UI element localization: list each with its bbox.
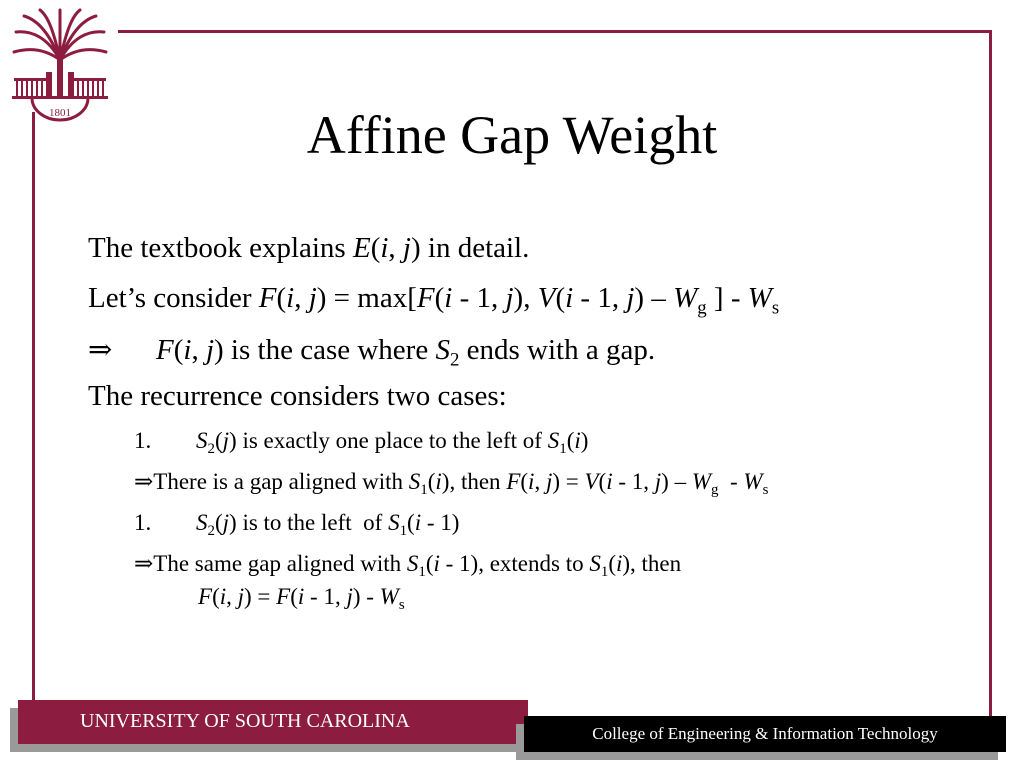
body-line-1: The textbook explains E(i, j) in detail.: [88, 232, 530, 264]
body-line-6: ⇒There is a gap aligned with $S_1(i)$, then F(i, j) = V(i - 1, $j) - W_g - W_s$: [134, 469, 769, 499]
body-line-9: F(i, j) = F(i - 1, $j) - W_s$: [198, 584, 405, 614]
frame-left-border: [32, 112, 35, 702]
body-line-8: ⇒The same gap aligned with $S_1(i - 1)$, extends to $S_1(i)$, then: [134, 551, 682, 581]
slide-title: Affine Gap Weight: [306, 105, 718, 165]
footer-college-banner: College of Engineering & Information Technology: [524, 716, 1006, 752]
logo-year: 1801: [49, 107, 71, 119]
footer-university-banner: UNIVERSITY OF SOUTH CAROLINA: [18, 700, 528, 744]
implies-arrow-icon: ⇒: [88, 334, 113, 366]
frame-top-border: [118, 30, 992, 33]
body-line-3: ⇒ F(i, j) is the case where $S_2$ ends with a gap.: [88, 334, 656, 371]
implies-arrow-icon: ⇒: [134, 469, 154, 494]
body-line-4: The recurrence considers two cases:: [88, 380, 507, 412]
body-line-5: 1. $S_2(j)$ is exactly one place to the left of $S_1(i)$: [134, 428, 589, 458]
body-line-2: Let’s consider F(i, j) = max[F(i - 1, j), V(i - 1, $j) - W_g$ ] - $W_s$: [88, 282, 780, 319]
implies-arrow-icon: ⇒: [134, 551, 154, 576]
body-line-7: 1. $S_2(j)$ is to the left of $S_1(i - 1)$: [134, 510, 460, 540]
